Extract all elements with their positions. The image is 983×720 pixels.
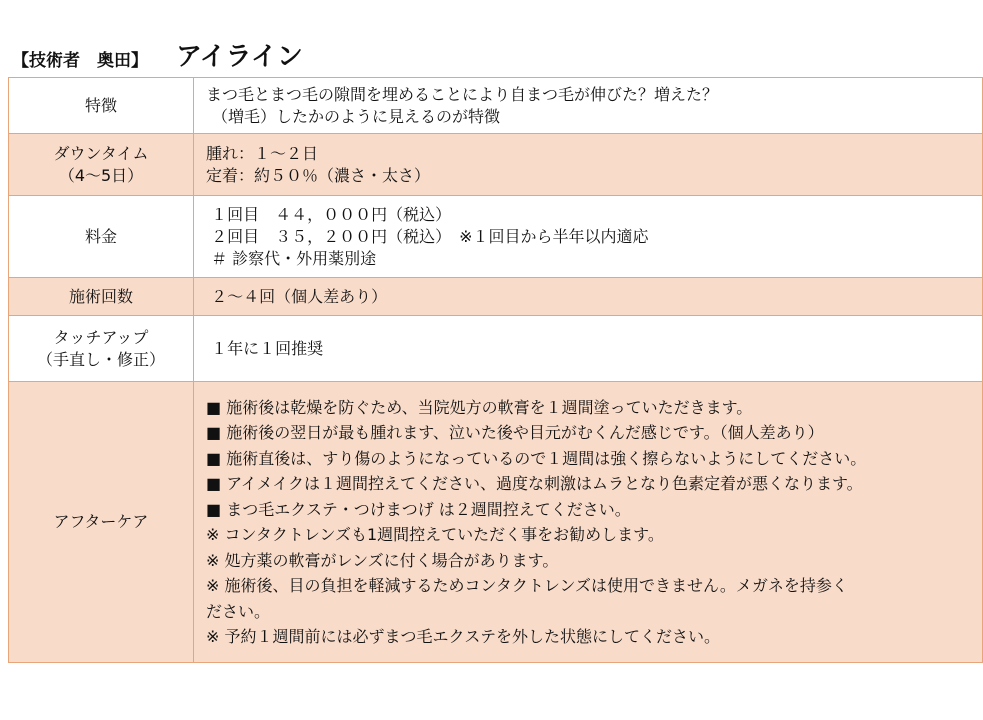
- content-line: ２回目 ３５，２００円（税込） ※１回目から半年以内適応: [206, 226, 649, 246]
- row-label: [9, 134, 194, 196]
- row-content: [194, 78, 983, 134]
- content-line: 腫れ：１～２日: [206, 143, 319, 163]
- row-label: [9, 196, 194, 278]
- row-content: [194, 316, 983, 382]
- procedure-title: アイライン: [176, 42, 303, 72]
- table-row-aftercare: [9, 382, 983, 663]
- aftercare-item: ■ アイメイクは１週間控えてください、過度な刺激はムラとなり色素定着が悪くなります。: [206, 474, 863, 493]
- row-content: [194, 134, 983, 196]
- aftercare-item: ■ 施術後は乾燥を防ぐため、当院処方の軟膏を１週間塗っていただきます。: [206, 397, 753, 417]
- row-label: [9, 78, 194, 134]
- table-row-features: [9, 78, 983, 134]
- content-line: まつ毛とまつ毛の隙間を埋めることにより自まつ毛が伸びた？増えた？: [206, 84, 719, 104]
- content-line: ＃ 診察代・外用薬別途: [206, 248, 377, 268]
- aftercare-note: ※ 予約１週間前には必ずまつ毛エクステを外した状態にしてください。: [206, 627, 721, 646]
- row-label: [9, 316, 194, 382]
- row-label-text: アフターケア: [53, 512, 149, 531]
- technician-label: 【技術者 奥田】: [12, 51, 148, 71]
- row-label-text: 特徴: [84, 95, 117, 115]
- row-label-text: （4～5日）: [58, 165, 144, 185]
- content-line: １年に１回推奨: [206, 338, 324, 358]
- row-label-text: ダウンタイム: [53, 143, 149, 163]
- row-label: [9, 382, 194, 663]
- aftercare-note: ※ 施術後、目の負担を軽減するためコンタクトレンズは使用できません。メガネを持参く: [206, 576, 848, 595]
- content-line: １回目 ４４，０００円（税込）: [206, 204, 452, 224]
- row-content: [194, 382, 983, 663]
- row-label-text: 施術回数: [68, 286, 133, 306]
- aftercare-item: ■ まつ毛エクステ・つけまつげ は２週間控えてください。: [206, 499, 631, 519]
- row-content: [194, 278, 983, 316]
- row-label-text: （手直し・修正）: [36, 349, 165, 369]
- row-content: [194, 196, 983, 278]
- aftercare-note: ※ 処方薬の軟膏がレンズに付く場合があります。: [206, 550, 559, 570]
- table-row-downtime: [9, 134, 983, 196]
- row-label-text: タッチアップ: [53, 327, 149, 347]
- aftercare-note: ※ コンタクトレンズも1週間控えていただく事をお勧めします。: [206, 525, 664, 544]
- table-row-touchup: [9, 316, 983, 382]
- content-line: ２～４回（個人差あり）: [206, 286, 388, 306]
- aftercare-item: ■ 施術後の翌日が最も腫れます、泣いた後や目元がむくんだ感じです。（個人差あり）: [206, 423, 824, 442]
- aftercare-item: ■ 施術直後は、すり傷のようになっているので１週間は強く擦らないようにしてください。: [206, 448, 867, 468]
- procedure-info-table: [8, 77, 983, 663]
- table-row-sessions: [9, 278, 983, 316]
- content-line: 定着：約５０％（濃さ・太さ）: [206, 165, 431, 185]
- row-label: [9, 278, 194, 316]
- content-line: （増毛）したかのように見えるのが特徴: [212, 106, 501, 126]
- row-label-text: 料金: [84, 226, 117, 246]
- document-header: [12, 40, 303, 72]
- table-row-price: [9, 196, 983, 278]
- aftercare-note: ださい。: [206, 601, 271, 621]
